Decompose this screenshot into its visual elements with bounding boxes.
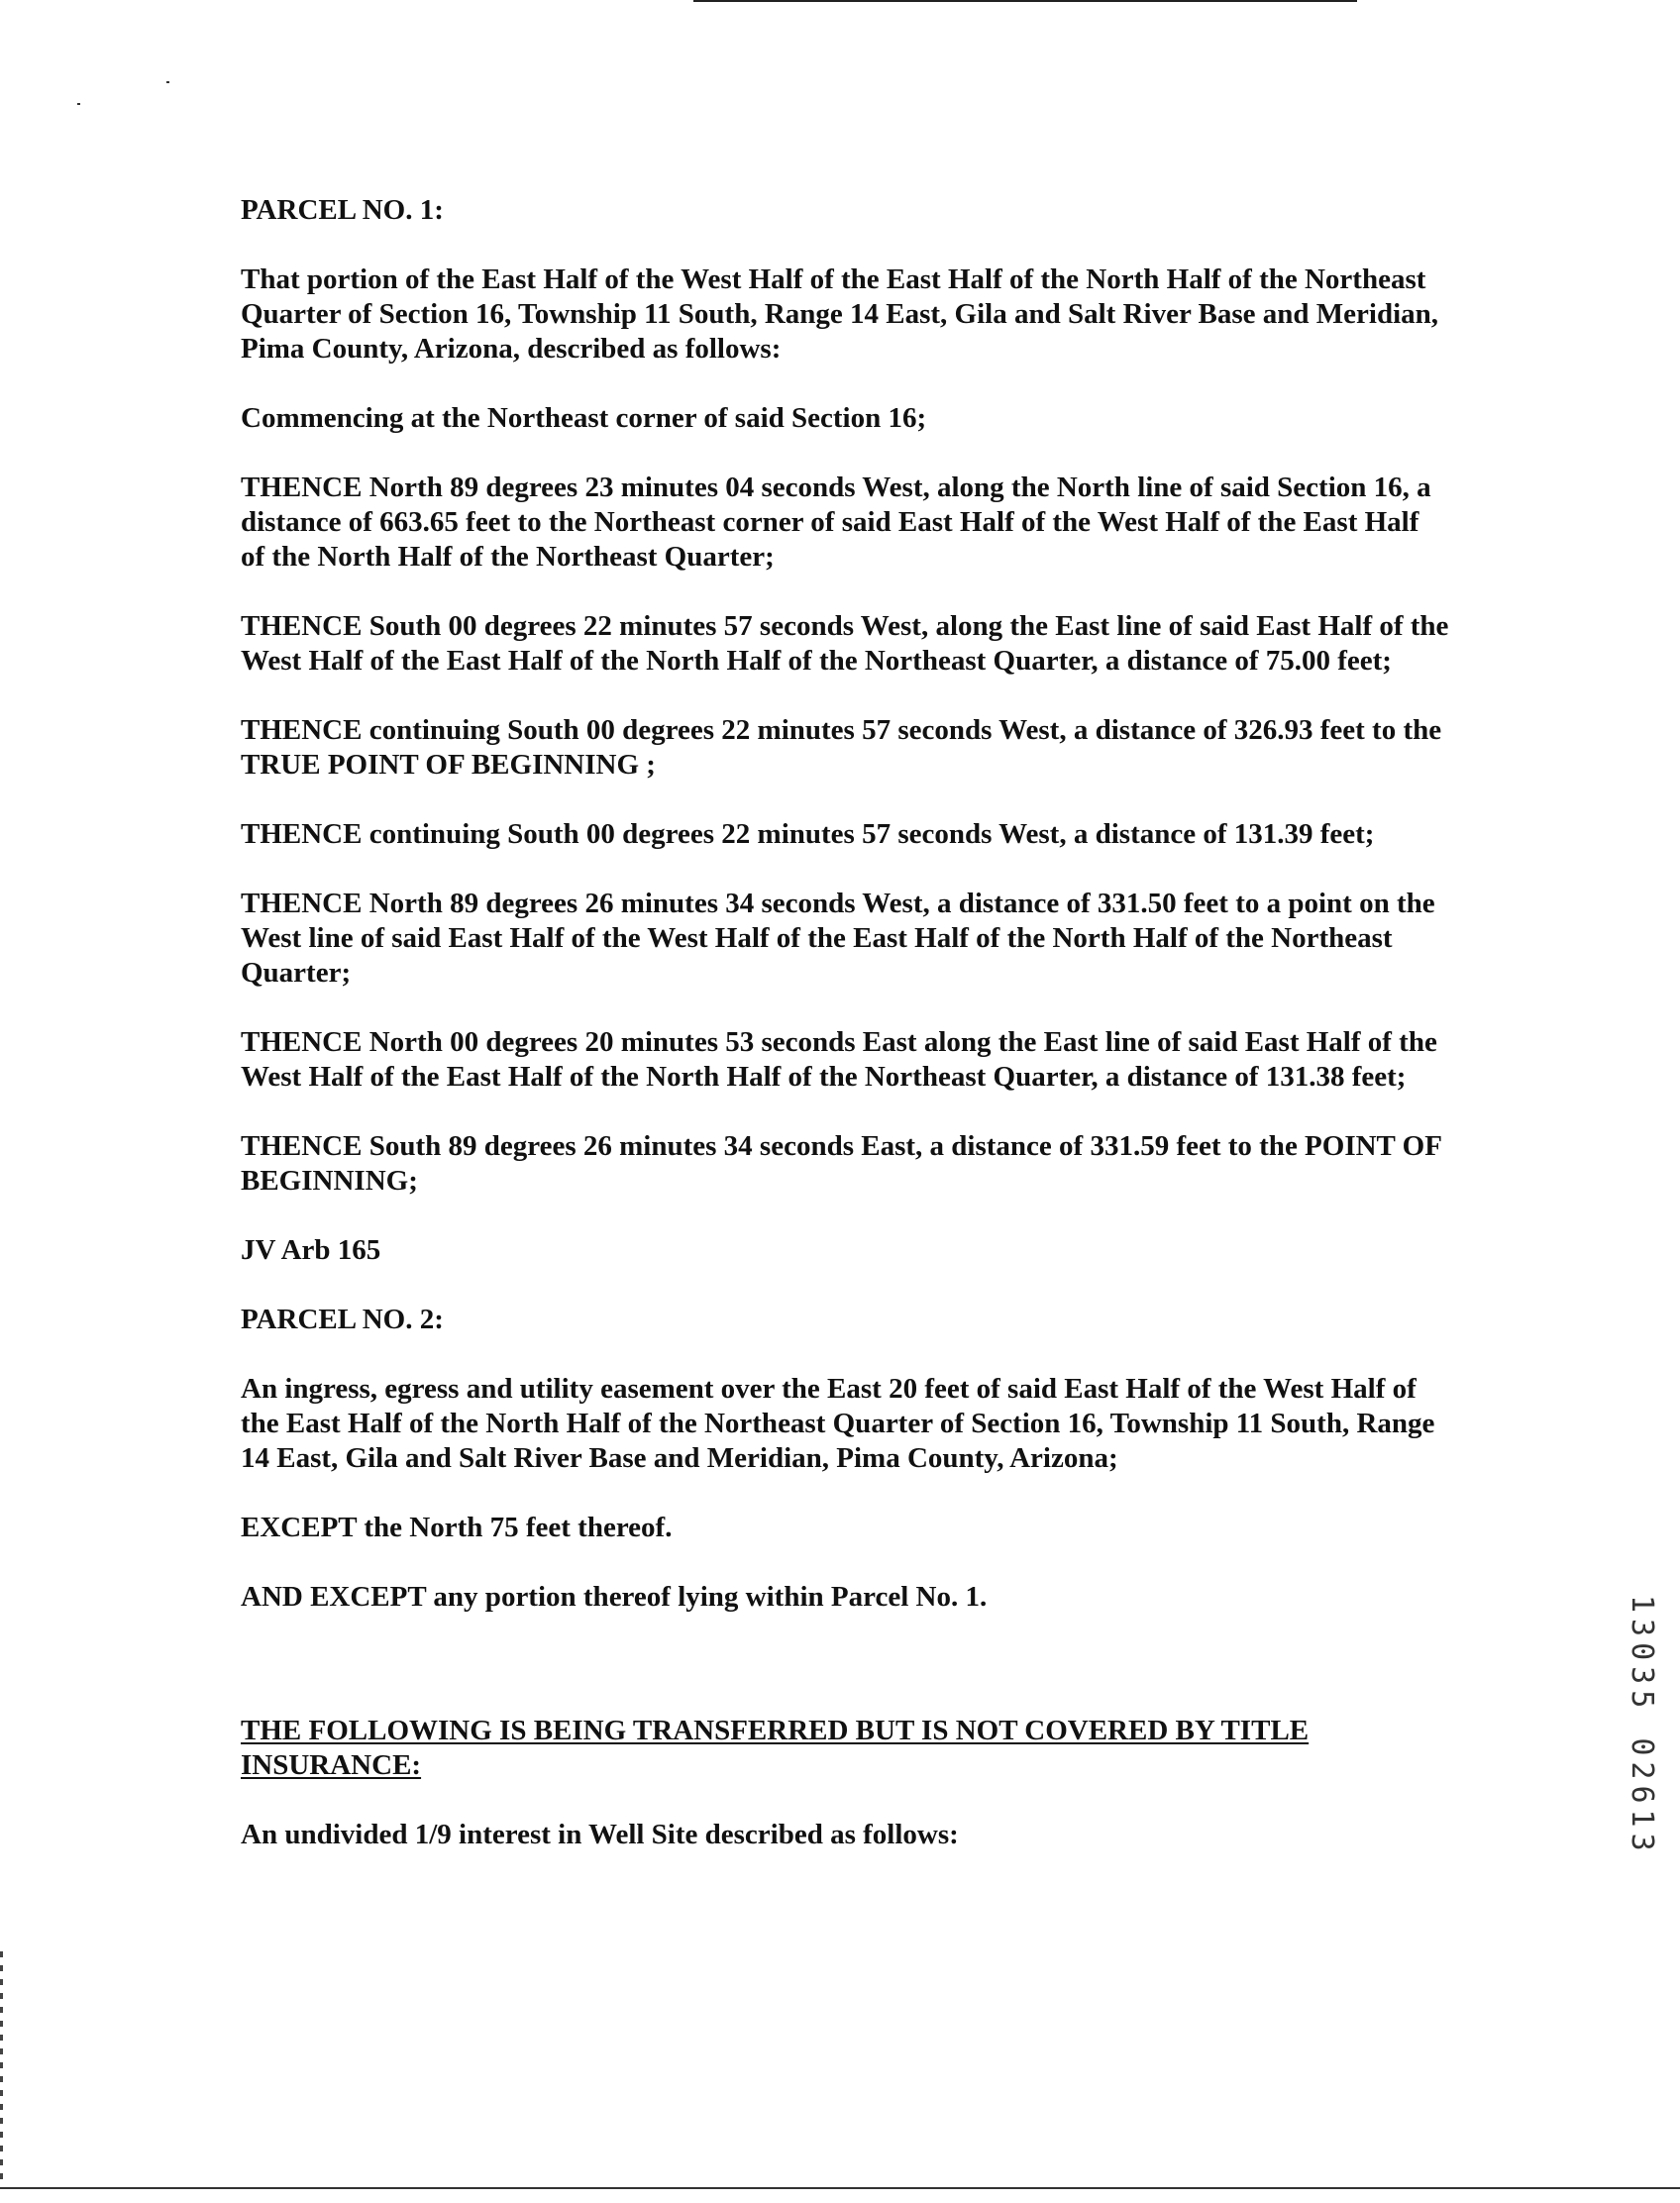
recording-stamp-number: 13035 02613	[1625, 1595, 1659, 1857]
scan-top-edge-line	[693, 0, 1357, 2]
thence-clause-7: THENCE South 89 degrees 26 minutes 34 seconds East, a distance of 331.59 feet to the POINT OF BEGINNING;	[241, 1130, 1441, 1197]
reference-note: JV Arb 165	[241, 1234, 381, 1266]
scan-speck	[166, 81, 169, 83]
scan-speck	[77, 103, 80, 105]
thence-clause-1: THENCE North 89 degrees 23 minutes 04 seconds West, along the North line of said Section 16, a distance of 663.65 feet to the Northeast corner of said East Half of the West Half of the East Half of the North Half of the Northeast Quarter;	[241, 472, 1431, 573]
thence-clause-5: THENCE North 89 degrees 26 minutes 34 seconds West, a distance of 331.50 feet to a point on the West line of said East Half of the West Half of the East Half of the North Half of the Northeast Quarter;	[241, 888, 1435, 989]
commencing-clause: Commencing at the Northeast corner of said Section 16;	[241, 402, 927, 434]
except-clause-2: AND EXCEPT any portion thereof lying within Parcel No. 1.	[241, 1581, 988, 1613]
except-clause-1: EXCEPT the North 75 feet thereof.	[241, 1512, 673, 1543]
legal-description	[241, 193, 1449, 1887]
thence-clause-6: THENCE North 00 degrees 20 minutes 53 seconds East along the East line of said East Half of the West Half of the East Half of the North Half of the Northeast Quarter, a distance of 131.38 feet;	[241, 1026, 1437, 1093]
thence-clause-4: THENCE continuing South 00 degrees 22 minutes 57 seconds West, a distance of 131.39 feet;	[241, 818, 1375, 850]
thence-clause-2: THENCE South 00 degrees 22 minutes 57 seconds West, along the East line of said East Half of the West Half of the East Half of the North Half of the Northeast Quarter, a distance of 75.00 feet;	[241, 610, 1449, 677]
parcel2-description: An ingress, egress and utility easement over the East 20 feet of said East Half of the West Half of the East Half of the North Half of the Northeast Quarter of Section 16, Township 11 South, Range 14 East, Gila and Salt River Base and Meridian, Pima County, Arizona;	[241, 1373, 1435, 1474]
parcel1-heading: PARCEL NO. 1:	[241, 194, 444, 226]
parcel1-description: That portion of the East Half of the West Half of the East Half of the North Half of the Northeast Quarter of Section 16, Township 11 South, Range 14 East, Gila and Salt River Base and Meridian, Pima County, Arizona, described as follows:	[241, 263, 1439, 365]
scan-bottom-edge-line	[0, 2187, 1680, 2189]
scan-left-edge-dashes	[0, 1951, 3, 2189]
thence-clause-3: THENCE continuing South 00 degrees 22 minutes 57 seconds West, a distance of 326.93 feet to the TRUE POINT OF BEGINNING ;	[241, 714, 1442, 781]
well-site-clause: An undivided 1/9 interest in Well Site described as follows:	[241, 1819, 959, 1850]
transfer-heading: THE FOLLOWING IS BEING TRANSFERRED BUT IS NOT COVERED BY TITLE INSURANCE:	[241, 1715, 1310, 1781]
parcel2-heading: PARCEL NO. 2:	[241, 1304, 444, 1335]
